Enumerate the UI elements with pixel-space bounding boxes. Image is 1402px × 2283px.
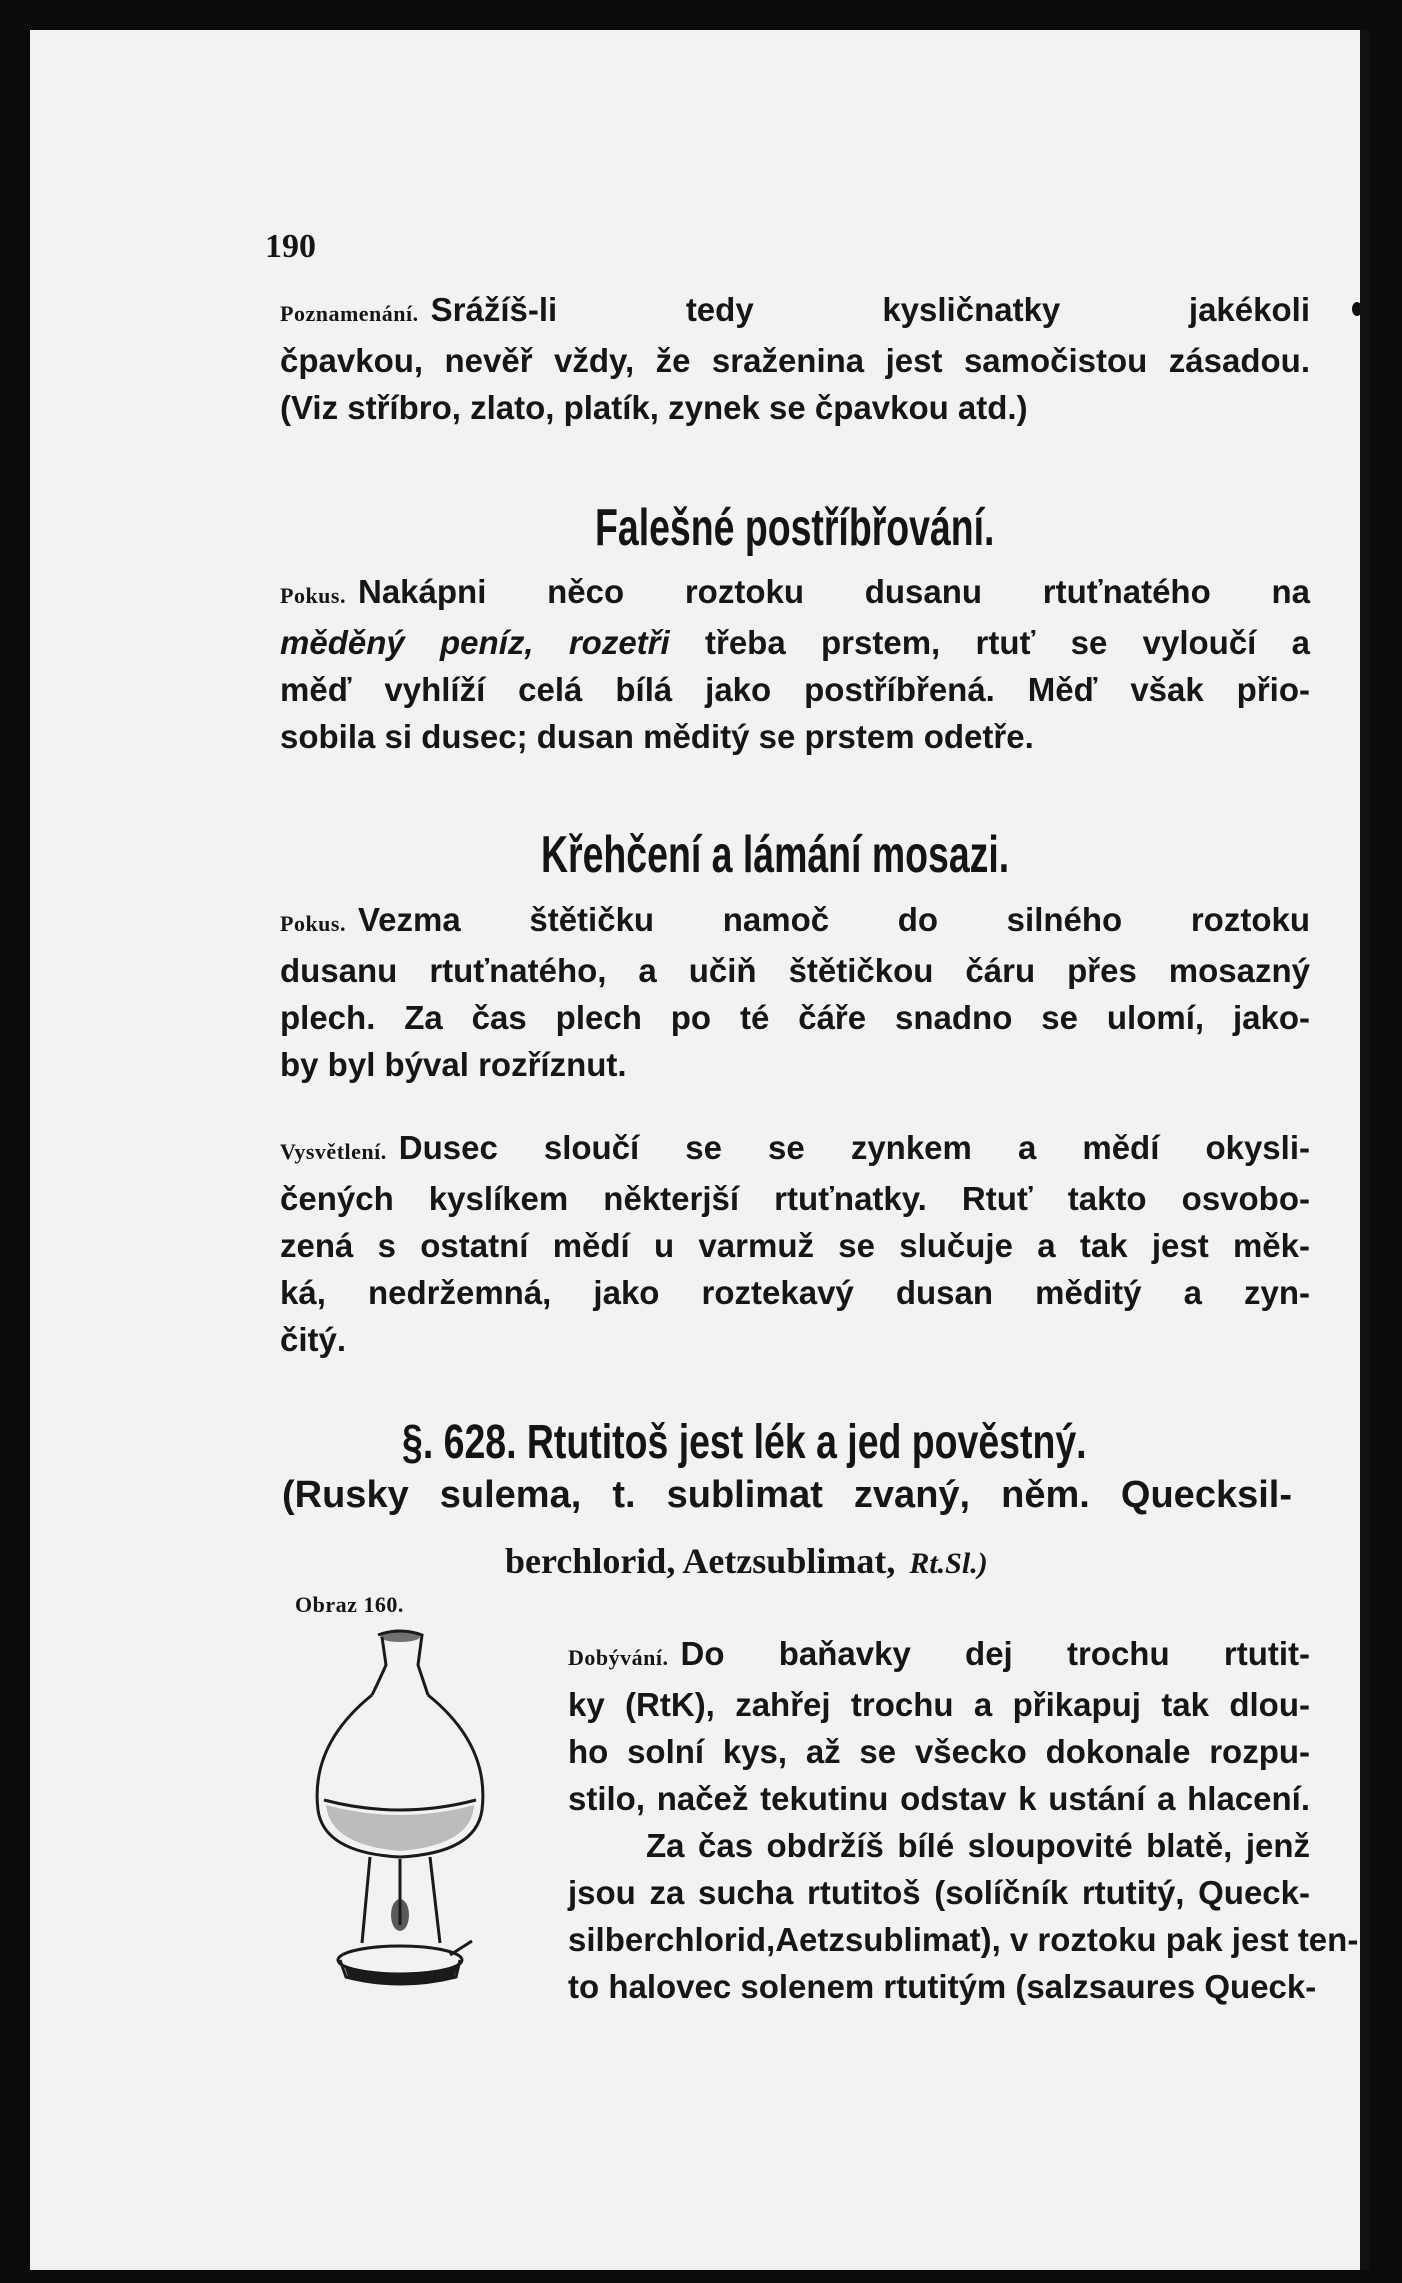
preparation-label: Dobývání. [568,1645,669,1670]
text-line: by byl býval rozříznut. [280,1046,627,1083]
page-edge-shadow [1360,30,1370,2270]
paragraph-heading: §. 628. Rtutitoš jest lék a jed pověstný. [402,1416,1087,1469]
flask-figure [300,1625,500,2005]
text-line: to halovec solenem rtutitým (salzsaures Queck- [568,1968,1317,2005]
text-line: čených kyslíkem některjší rtuťnatky. Rtuť takto osvobo- [280,1180,1310,1217]
page-number: 190 [265,228,316,265]
section-heading: Křehčení a lámání mosazi. [541,826,1010,884]
explanation-label: Vysvětlení. [280,1139,387,1164]
subheading-line [505,1540,988,1582]
abbreviation: Rt.Sl.) [909,1547,988,1580]
text-line: měď vyhlíží celá bílá jako postříbřená. Měď však přio- [280,671,1310,708]
text-line: jsou za sucha rtutitoš (solíčník rtutitý, Queck- [568,1874,1310,1911]
experiment-label: Pokus. [280,583,346,608]
text-line: Nakápni něco roztoku dusanu rtuťnatého na [357,573,1310,610]
text-line: Vezma štětičku namoč do silného roztoku [357,901,1310,938]
margin-mark [1352,302,1362,316]
preparation-paragraph [568,1630,1359,2010]
book-page [30,30,1370,2270]
note-paragraph [280,286,1310,431]
subheading-text: berchlorid, Aetzsublimat, [505,1541,896,1581]
experiment-paragraph [280,568,1310,760]
text-line: dusanu rtuťnatého, a učiň štětičkou čáru přes mosazný [280,952,1310,989]
text-line: stilo, načež tekutinu odstav k ustání a hlacení. [568,1780,1310,1817]
text-line: třeba prstem, rtuť se vyloučí a [705,624,1310,661]
note-label: Poznamenání. [280,301,419,326]
text-line: ká, nedržemná, jako roztekavý dusan měditý a zyn- [280,1274,1310,1311]
explanation-paragraph [280,1124,1310,1363]
text-line: ky (RtK), zahřej trochu a přikapuj tak dlou- [568,1686,1310,1723]
subheading-line: (Rusky sulema, t. sublimat zvaný, něm. Quecksil- [282,1474,1292,1516]
experiment-paragraph [280,896,1310,1088]
italic-phrase: měděný peníz, rozetři [280,624,670,661]
text-line: Za čas obdržíš bílé sloupovité blatě, jenž [646,1827,1310,1864]
text-line: Srážíš-li tedy kysličnatky jakékoli [430,291,1310,328]
figure-label: Obraz 160. [295,1592,404,1617]
text-line: Dusec sloučí se se zynkem a mědí okysli- [398,1129,1310,1166]
text-line: Do baňavky dej trochu rtutit- [680,1635,1310,1672]
text-line: čpavkou, nevěř vždy, že sraženina jest samočistou zásadou. [280,342,1310,379]
text-line: (Viz stříbro, zlato, platík, zynek se čpavkou atd.) [280,389,1028,426]
text-line: čitý. [280,1321,347,1358]
text-line: sobila si dusec; dusan měditý se prstem odetře. [280,718,1034,755]
section-heading: Falešné postříbřování. [595,499,995,557]
text-line: plech. Za čas plech po té čáře snadno se ulomí, jako- [280,999,1310,1036]
text-line: zená s ostatní mědí u varmuž se slučuje a tak jest měk- [280,1227,1310,1264]
text-line: silberchlorid,Aetzsublimat), v roztoku pak jest ten- [568,1921,1359,1958]
text-line: ho solní kys, až se všecko dokonale rozpu- [568,1733,1310,1770]
experiment-label: Pokus. [280,911,346,936]
